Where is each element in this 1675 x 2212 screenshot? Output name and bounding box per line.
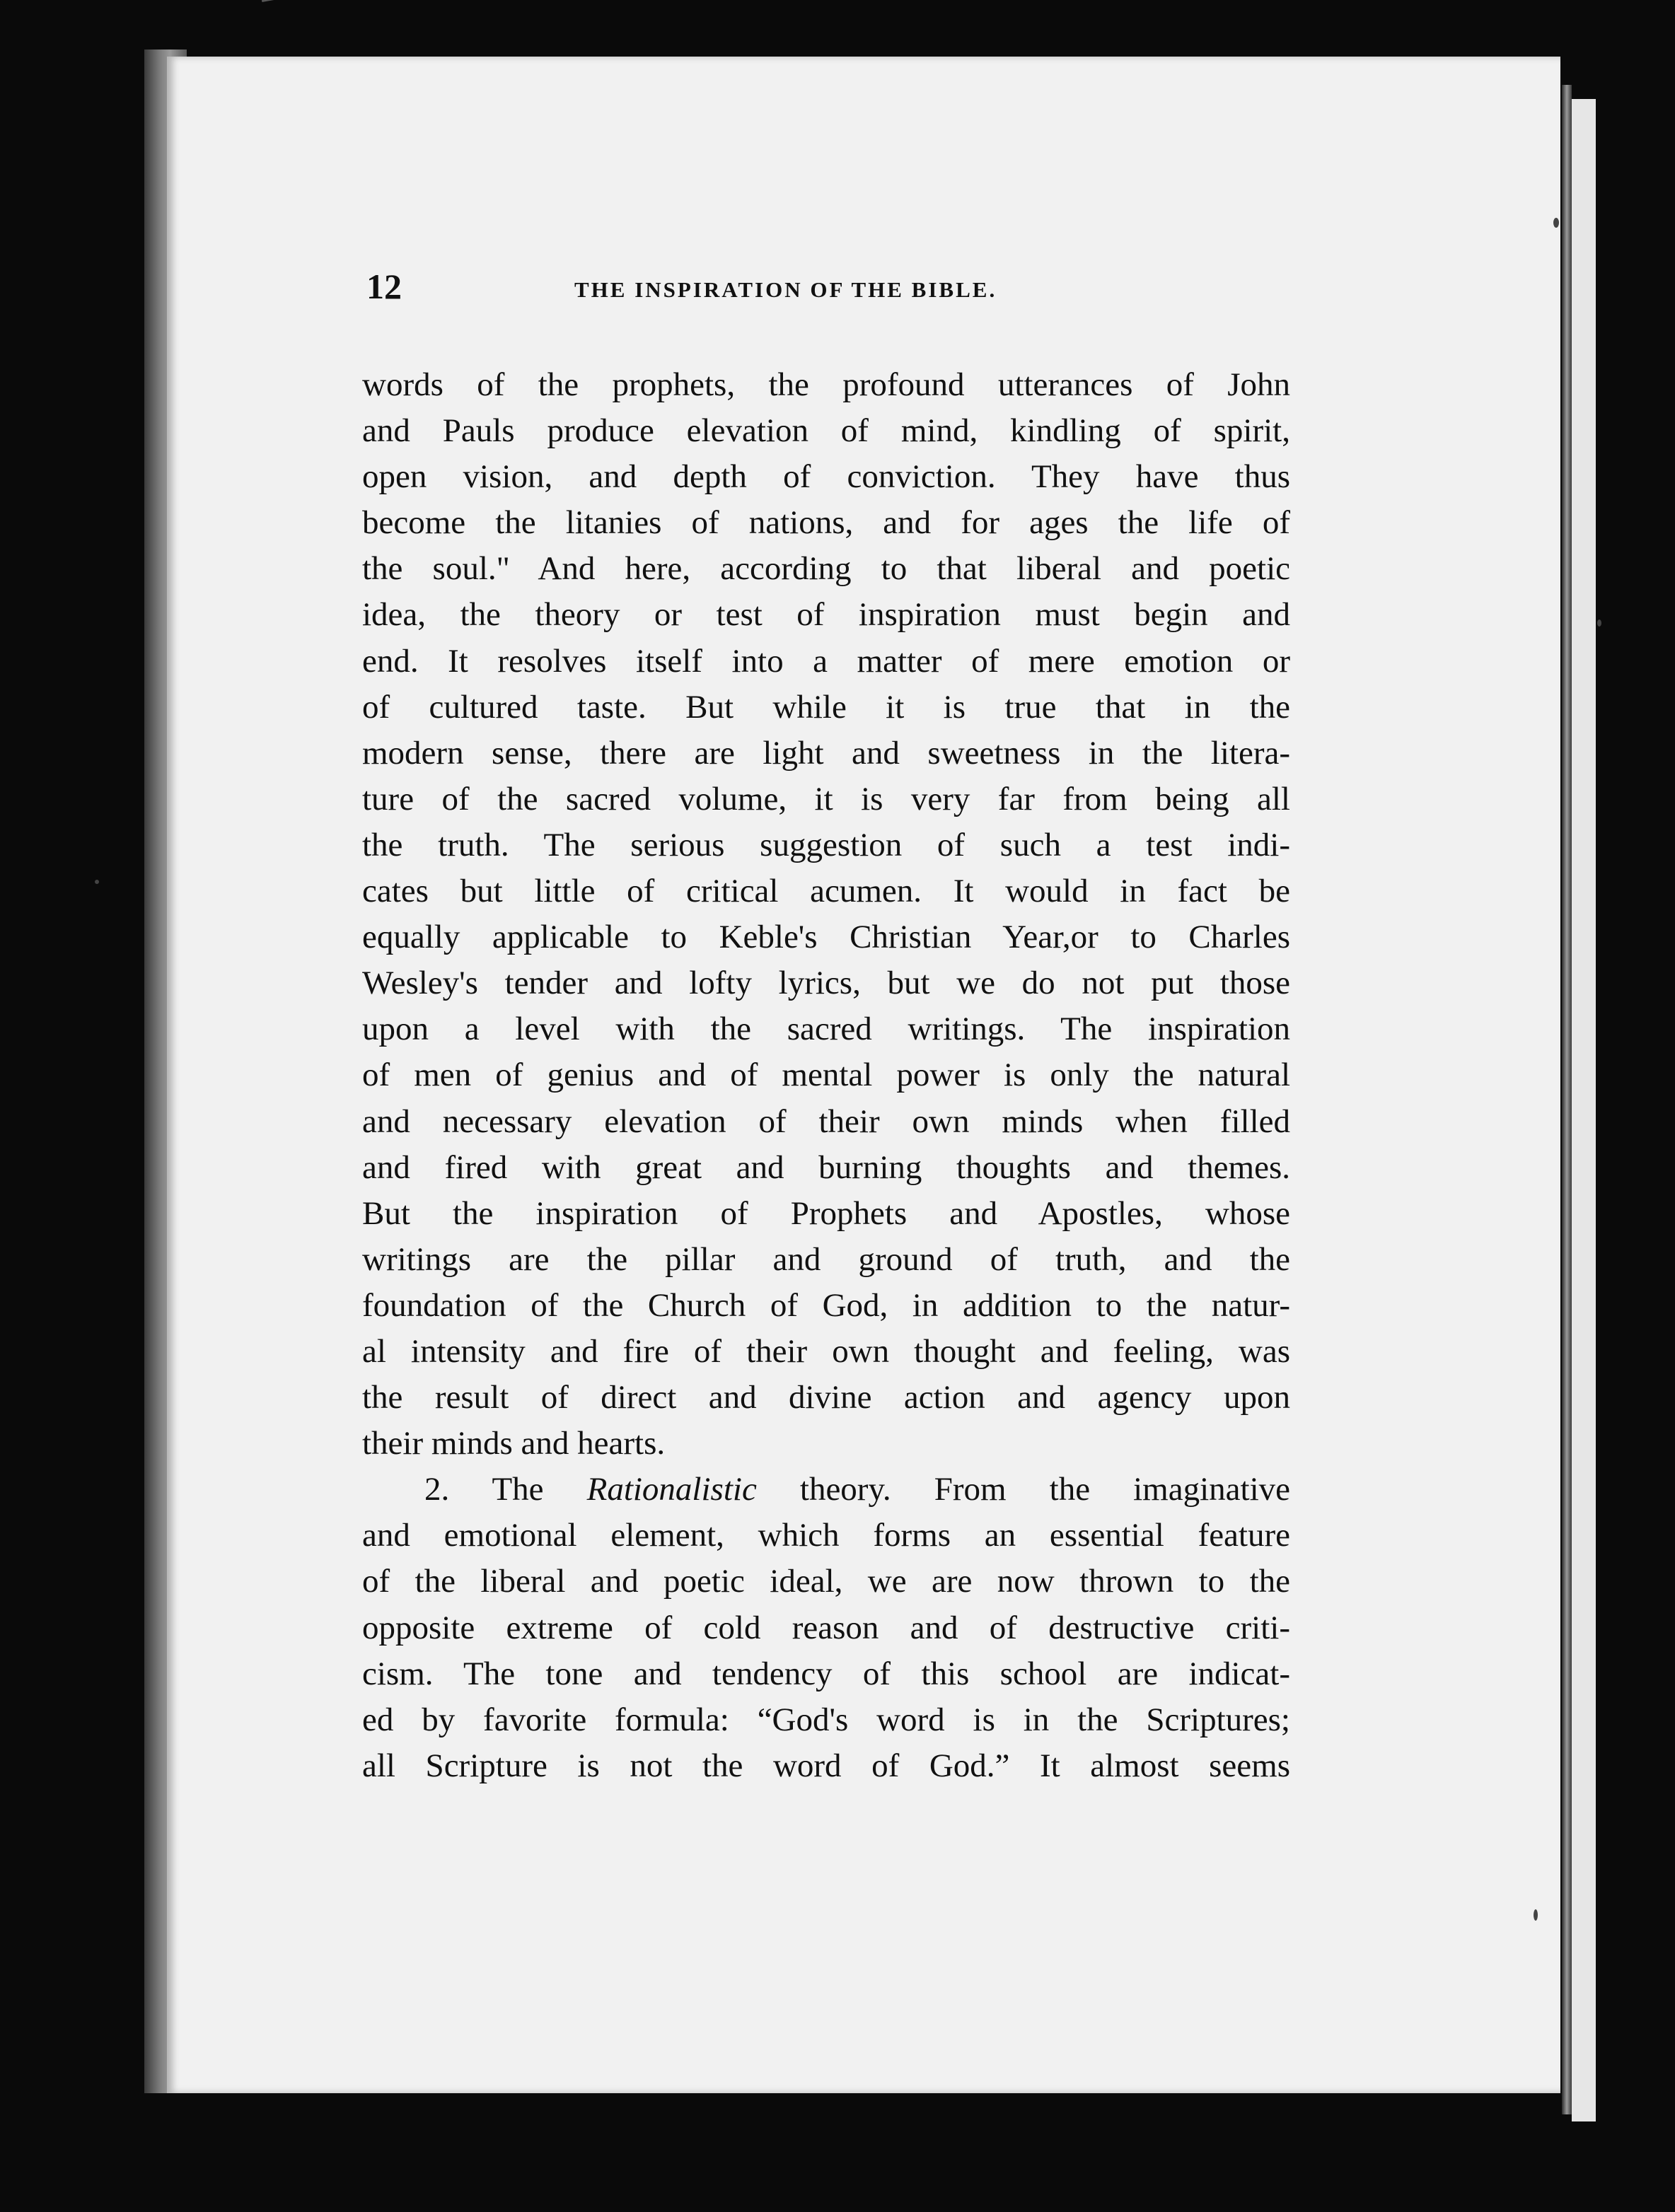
- scan-speck: [95, 880, 99, 884]
- text-line: ture of the sacred volume, it is very far from being all: [362, 780, 1290, 817]
- text-line: cates but little of critical acumen. It would in fact be: [362, 873, 1290, 910]
- text-line: Wesley's tender and lofty lyrics, but we do not put those: [362, 965, 1290, 1002]
- text-line: equally applicable to Keble's Christian Year,or to Charles: [362, 919, 1290, 956]
- text-line: the soul." And here, according to that liberal and poetic: [362, 550, 1290, 588]
- text-line: words of the prophets, the profound utterances of John: [362, 366, 1290, 403]
- text-line: cism. The tone and tendency of this school are indicat-: [362, 1655, 1290, 1692]
- text-line: idea, the theory or test of inspiration must begin and: [362, 596, 1290, 634]
- section-2-heading-line: [362, 1467, 1290, 1513]
- text-line: the result of direct and divine action and agency upon: [362, 1379, 1290, 1416]
- running-head-title: THE INSPIRATION OF THE BIBLE.: [574, 277, 997, 302]
- text-line: all Scripture is not the word of God.” It almost seems: [362, 1747, 1290, 1784]
- text-line: and necessary elevation of their own minds when filled: [362, 1102, 1290, 1140]
- text-line: of cultured taste. But while it is true that in the: [362, 688, 1290, 726]
- body-text: [362, 362, 1290, 1789]
- text-line: the truth. The serious suggestion of such a test indi-: [362, 826, 1290, 863]
- text-line: become the litanies of nations, and for ages the life of: [362, 504, 1290, 542]
- text-line: and emotional element, which forms an essential feature: [362, 1517, 1290, 1554]
- running-head: [366, 266, 1286, 308]
- text-line: end. It resolves itself into a matter of mere emotion or: [362, 642, 1290, 680]
- text-line: upon a level with the sacred writings. The inspiration: [362, 1011, 1290, 1048]
- scan-speck: [1553, 218, 1559, 228]
- text-line: foundation of the Church of God, in addition to the natur-: [362, 1286, 1290, 1324]
- facing-page-edge: [1572, 99, 1596, 2121]
- text-line: al intensity and fire of their own thought and feeling, was: [362, 1332, 1290, 1370]
- paper-fold-mark: [262, 0, 429, 44]
- section-term: Rationalistic: [586, 1471, 757, 1508]
- text-line: and fired with great and burning thoughts and themes.: [362, 1148, 1290, 1186]
- page-edge-shadow: [1562, 85, 1572, 2114]
- text-line: modern sense, there are light and sweetness in the litera-: [362, 734, 1290, 772]
- text-line: writings are the pillar and ground of truth, and the: [362, 1240, 1290, 1278]
- scan-speck: [1597, 619, 1601, 627]
- text-line: their minds and hearts.: [362, 1425, 666, 1462]
- text-line: of men of genius and of mental power is only the natural: [362, 1056, 1290, 1094]
- scan-speck: [1534, 1909, 1538, 1921]
- section-heading-rest: theory. From the imaginative: [799, 1471, 1290, 1508]
- section-number: 2. The: [424, 1471, 544, 1508]
- text-line: ed by favorite formula: “God's word is in the Scriptures;: [362, 1701, 1290, 1738]
- text-line: open vision, and depth of conviction. They have thus: [362, 458, 1290, 496]
- text-line: opposite extreme of cold reason and of destructive criti-: [362, 1609, 1290, 1646]
- text-line: and Pauls produce elevation of mind, kindling of spirit,: [362, 412, 1290, 450]
- page-number: 12: [366, 267, 402, 306]
- text-line: But the inspiration of Prophets and Apostles, whose: [362, 1194, 1290, 1232]
- text-line: of the liberal and poetic ideal, we are now thrown to the: [362, 1563, 1290, 1600]
